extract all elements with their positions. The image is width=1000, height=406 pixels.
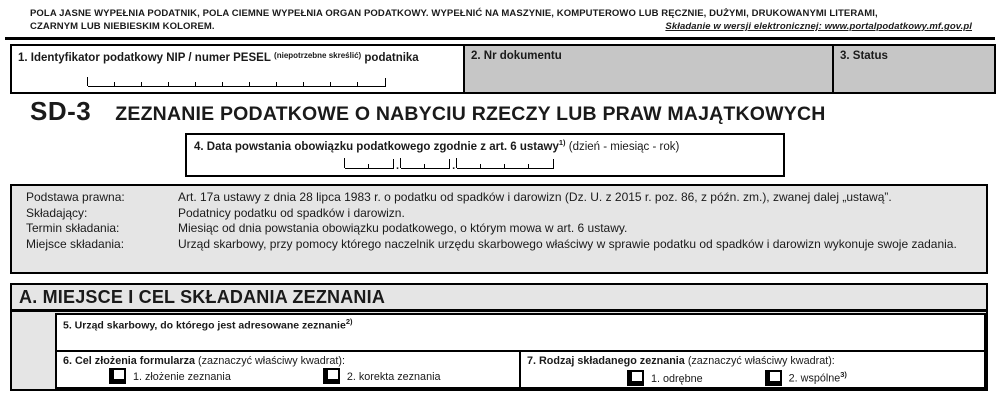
- identification-row: [10, 44, 996, 94]
- legal-info-label: Podstawa prawna:: [26, 190, 125, 204]
- nip-pesel-comb-input[interactable]: [88, 78, 386, 87]
- field7-label: [521, 352, 984, 367]
- legal-info-label: Składający:: [26, 205, 88, 220]
- section-a-title: A. MIEJSCE I CEL SKŁADANIA ZEZNANIA: [12, 285, 986, 312]
- date-day-cells[interactable]: [345, 159, 394, 169]
- legal-info-label: Termin składania:: [26, 221, 120, 235]
- option-label: 1. złożenie zeznania: [133, 371, 231, 383]
- legal-info-text: Art. 17a ustawy z dnia 28 lipca 1983 r. o podatku od spadków i darowizn (Dz. U. z 2015 r. poz. 86, z późn. zm.), zwanej dalej „ustawą”.: [178, 190, 892, 204]
- legal-info-text: Urząd skarbowy, przy pomocy którego naczelnik urzędu skarbowego właściwy w sprawie podatku od spadków i darowizn wykonuje swoje zadania.: [178, 236, 957, 251]
- form-title: [30, 96, 826, 127]
- field1-label-suffix: podatnika: [364, 52, 419, 64]
- legal-info-text: Miesiąc od dnia powstania obowiązku podatkowego, o którym mowa w art. 6 ustawy.: [178, 221, 628, 235]
- field-status: [834, 46, 994, 92]
- legal-info-text: Podatnicy podatku od spadków i darowizn.: [178, 205, 405, 220]
- option-label: 1. odrębne: [651, 372, 703, 385]
- disclaimer-line1: POLA JASNE WYPEŁNIA PODATNIK, POLA CIEMNE WYPEŁNIA ORGAN PODATKOWY. WYPEŁNIĆ NA MASZYNIE, KOMPUTEROWO LUB RĘCZNIE, DUŻYMI, DRUKOWANYMI LITERAMI,: [30, 8, 878, 19]
- field4-label-main: 4. Data powstania obowiązku podatkowego zgodnie z art. 6 ustawy: [194, 140, 559, 153]
- header-divider: [5, 37, 995, 40]
- field-rodzaj-zeznania: [521, 352, 986, 389]
- date-separator: .: [396, 159, 400, 172]
- disclaimer: [30, 7, 972, 33]
- option-wspolne[interactable]: [765, 368, 847, 386]
- date-comb-input[interactable]: [345, 159, 783, 172]
- field4-label: [187, 135, 783, 156]
- purpose-type-row: [55, 352, 986, 389]
- field6-hint: (zaznaczyć właściwy kwadrat):: [198, 355, 345, 367]
- date-separator: .: [452, 159, 456, 172]
- section-a: [10, 283, 988, 391]
- field1-label-main: 1. Identyfikator podatkowy NIP / numer PESEL: [18, 52, 271, 64]
- field-nip-pesel[interactable]: [12, 46, 465, 92]
- option-korekta-zeznania[interactable]: [323, 368, 441, 384]
- legal-info-box: [10, 184, 988, 274]
- field6-label: [57, 352, 519, 367]
- date-year-cells[interactable]: [457, 159, 554, 169]
- form-name: ZEZNANIE PODATKOWE O NABYCIU RZECZY LUB PRAW MAJĄTKOWYCH: [115, 103, 826, 125]
- option-footnote-mark: 3): [840, 370, 847, 379]
- field5-label: [57, 315, 984, 334]
- field-nr-dokumentu-label: 2. Nr dokumentu: [471, 50, 562, 62]
- disclaimer-line2: CZARNYM LUB NIEBIESKIM KOLOREM.: [30, 21, 215, 32]
- field-data-powstania-obowiazku[interactable]: [185, 133, 785, 177]
- field4-format-hint: (dzień - miesiąc - rok): [568, 140, 680, 153]
- field-urzad-skarbowy[interactable]: [55, 313, 986, 352]
- field6-label-main: 6. Cel złożenia formularza: [63, 355, 195, 367]
- field-nr-dokumentu: [465, 46, 834, 92]
- checkbox-icon[interactable]: [109, 368, 126, 384]
- checkbox-icon[interactable]: [627, 370, 644, 386]
- option-zlozenie-zeznania[interactable]: [109, 368, 231, 384]
- efiling-note: Składanie w wersji elektronicznej: www.portalpodatkowy.mf.gov.pl: [665, 21, 972, 32]
- field7-label-main: 7. Rodzaj składanego zeznania: [527, 355, 685, 367]
- date-month-cells[interactable]: [401, 159, 450, 169]
- field-nip-pesel-label: [12, 46, 463, 68]
- field-cel-zlozenia: [55, 352, 521, 389]
- legal-info-label: Miejsce składania:: [26, 236, 125, 251]
- field5-footnote-mark: 2): [345, 317, 353, 326]
- checkbox-icon[interactable]: [323, 368, 340, 384]
- field-status-label: 3. Status: [840, 50, 888, 62]
- checkbox-icon[interactable]: [765, 370, 782, 386]
- field7-hint: (zaznaczyć właściwy kwadrat):: [687, 355, 835, 367]
- option-odrebne[interactable]: [627, 370, 703, 386]
- field4-footnote-mark: 1): [558, 138, 566, 147]
- form-code: SD-3: [30, 96, 92, 126]
- option-label: 2. korekta zeznania: [346, 371, 441, 383]
- option-label: 2. wspólne$^{3)}$: [788, 370, 847, 385]
- field1-label-note: (niepotrzebne skreślić): [274, 51, 362, 60]
- field5-label-main: 5. Urząd skarbowy, do którego jest adresowane zeznanie: [63, 319, 346, 332]
